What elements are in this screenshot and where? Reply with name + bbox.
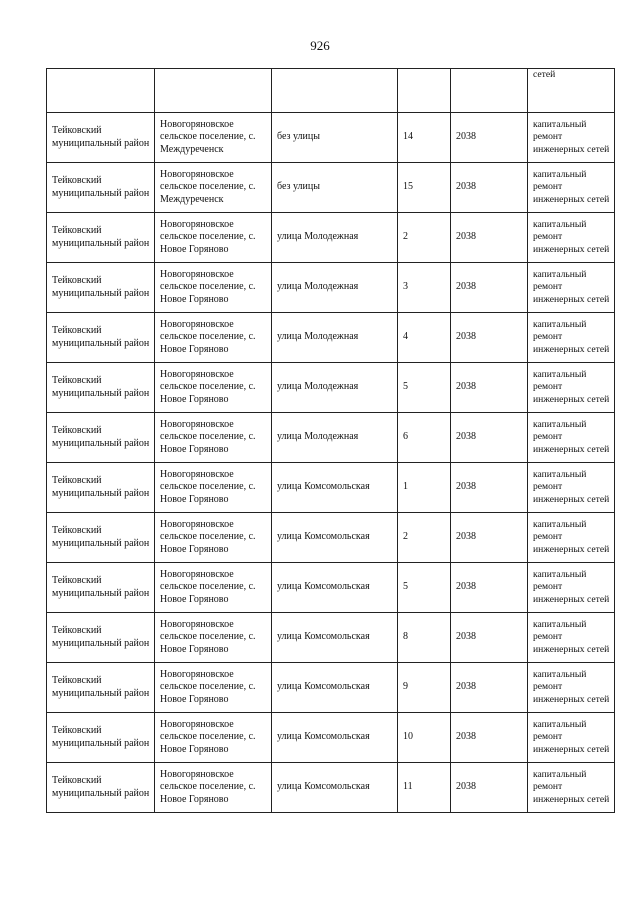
- table-row: [47, 513, 615, 563]
- table-row: [47, 113, 615, 163]
- year-cell: 2038: [451, 313, 528, 363]
- year-cell: 2038: [451, 413, 528, 463]
- street-cell: улица Молодежная: [272, 263, 398, 313]
- house-number-cell: 2: [398, 213, 451, 263]
- table-row: [47, 163, 615, 213]
- settlement-cell: Новогоряновское сельское поселение, с. Новое Горяново: [155, 213, 272, 263]
- table-row-continued: [47, 69, 615, 113]
- year-cell: 2038: [451, 663, 528, 713]
- district-cell: Тейковский муниципальный район: [47, 663, 155, 713]
- work-type-cell: капитальный ремонт инженерных сетей: [528, 113, 615, 163]
- house-number-cell: 4: [398, 313, 451, 363]
- street-cell: улица Молодежная: [272, 313, 398, 363]
- street-cell: без улицы: [272, 113, 398, 163]
- district-cell: Тейковский муниципальный район: [47, 313, 155, 363]
- year-cell: 2038: [451, 613, 528, 663]
- settlement-cell: [155, 69, 272, 113]
- district-cell: Тейковский муниципальный район: [47, 563, 155, 613]
- street-cell: улица Комсомольская: [272, 513, 398, 563]
- work-type-cell: капитальный ремонт инженерных сетей: [528, 663, 615, 713]
- page-number: 926: [310, 38, 330, 53]
- year-cell: 2038: [451, 463, 528, 513]
- table-row: [47, 563, 615, 613]
- street-cell: [272, 69, 398, 113]
- house-number-cell: 6: [398, 413, 451, 463]
- settlement-cell: Новогоряновское сельское поселение, с. Новое Горяново: [155, 713, 272, 763]
- district-cell: Тейковский муниципальный район: [47, 263, 155, 313]
- work-type-cell: капитальный ремонт инженерных сетей: [528, 613, 615, 663]
- work-type-cell: капитальный ремонт инженерных сетей: [528, 363, 615, 413]
- year-cell: 2038: [451, 563, 528, 613]
- district-cell: Тейковский муниципальный район: [47, 363, 155, 413]
- housing-repair-table: [46, 68, 615, 813]
- year-cell: 2038: [451, 113, 528, 163]
- district-cell: Тейковский муниципальный район: [47, 763, 155, 813]
- district-cell: Тейковский муниципальный район: [47, 613, 155, 663]
- table-row: [47, 413, 615, 463]
- year-cell: 2038: [451, 713, 528, 763]
- settlement-cell: Новогоряновское сельское поселение, с. Новое Горяново: [155, 313, 272, 363]
- settlement-cell: Новогоряновское сельское поселение, с. Междуреченск: [155, 113, 272, 163]
- house-number-cell: 5: [398, 563, 451, 613]
- district-cell: Тейковский муниципальный район: [47, 463, 155, 513]
- work-type-cell: капитальный ремонт инженерных сетей: [528, 263, 615, 313]
- table-row: [47, 463, 615, 513]
- year-cell: 2038: [451, 513, 528, 563]
- table-row: [47, 263, 615, 313]
- year-cell: 2038: [451, 363, 528, 413]
- settlement-cell: Новогоряновское сельское поселение, с. Новое Горяново: [155, 513, 272, 563]
- work-type-cell: капитальный ремонт инженерных сетей: [528, 513, 615, 563]
- street-cell: улица Молодежная: [272, 413, 398, 463]
- street-cell: улица Молодежная: [272, 213, 398, 263]
- district-cell: Тейковский муниципальный район: [47, 713, 155, 763]
- table-row: [47, 313, 615, 363]
- house-number-cell: 3: [398, 263, 451, 313]
- street-cell: улица Комсомольская: [272, 463, 398, 513]
- settlement-cell: Новогоряновское сельское поселение, с. Новое Горяново: [155, 363, 272, 413]
- settlement-cell: Новогоряновское сельское поселение, с. Новое Горяново: [155, 463, 272, 513]
- district-cell: Тейковский муниципальный район: [47, 113, 155, 163]
- settlement-cell: Новогоряновское сельское поселение, с. Новое Горяново: [155, 563, 272, 613]
- work-type-cell: капитальный ремонт инженерных сетей: [528, 413, 615, 463]
- work-type-cell: капитальный ремонт инженерных сетей: [528, 463, 615, 513]
- street-cell: улица Комсомольская: [272, 563, 398, 613]
- year-cell: 2038: [451, 763, 528, 813]
- table-body: [47, 69, 615, 813]
- street-cell: улица Молодежная: [272, 363, 398, 413]
- street-cell: без улицы: [272, 163, 398, 213]
- street-cell: улица Комсомольская: [272, 663, 398, 713]
- street-cell: улица Комсомольская: [272, 613, 398, 663]
- table-row: [47, 713, 615, 763]
- year-cell: 2038: [451, 163, 528, 213]
- settlement-cell: Новогоряновское сельское поселение, с. Новое Горяново: [155, 413, 272, 463]
- table-row: [47, 763, 615, 813]
- settlement-cell: Новогоряновское сельское поселение, с. Новое Горяново: [155, 663, 272, 713]
- work-type-cell: капитальный ремонт инженерных сетей: [528, 313, 615, 363]
- year-cell: 2038: [451, 263, 528, 313]
- street-cell: улица Комсомольская: [272, 713, 398, 763]
- house-number-cell: 15: [398, 163, 451, 213]
- district-cell: Тейковский муниципальный район: [47, 513, 155, 563]
- house-number-cell: [398, 69, 451, 113]
- work-type-cell: капитальный ремонт инженерных сетей: [528, 563, 615, 613]
- table-row: [47, 663, 615, 713]
- work-type-cell: капитальный ремонт инженерных сетей: [528, 213, 615, 263]
- house-number-cell: 10: [398, 713, 451, 763]
- year-cell: [451, 69, 528, 113]
- house-number-cell: 5: [398, 363, 451, 413]
- settlement-cell: Новогоряновское сельское поселение, с. Новое Горяново: [155, 763, 272, 813]
- house-number-cell: 8: [398, 613, 451, 663]
- settlement-cell: Новогоряновское сельское поселение, с. Новое Горяново: [155, 263, 272, 313]
- table-row: [47, 363, 615, 413]
- work-type-cell: капитальный ремонт инженерных сетей: [528, 713, 615, 763]
- district-cell: Тейковский муниципальный район: [47, 163, 155, 213]
- table-row: [47, 613, 615, 663]
- house-number-cell: 11: [398, 763, 451, 813]
- settlement-cell: Новогоряновское сельское поселение, с. Новое Горяново: [155, 613, 272, 663]
- table-row: [47, 213, 615, 263]
- work-type-cell: капитальный ремонт инженерных сетей: [528, 763, 615, 813]
- house-number-cell: 2: [398, 513, 451, 563]
- district-cell: [47, 69, 155, 113]
- year-cell: 2038: [451, 213, 528, 263]
- work-type-cell: капитальный ремонт инженерных сетей: [528, 163, 615, 213]
- house-number-cell: 9: [398, 663, 451, 713]
- settlement-cell: Новогоряновское сельское поселение, с. Междуреченск: [155, 163, 272, 213]
- house-number-cell: 14: [398, 113, 451, 163]
- work-type-cell: сетей: [528, 69, 615, 113]
- district-cell: Тейковский муниципальный район: [47, 213, 155, 263]
- street-cell: улица Комсомольская: [272, 763, 398, 813]
- district-cell: Тейковский муниципальный район: [47, 413, 155, 463]
- house-number-cell: 1: [398, 463, 451, 513]
